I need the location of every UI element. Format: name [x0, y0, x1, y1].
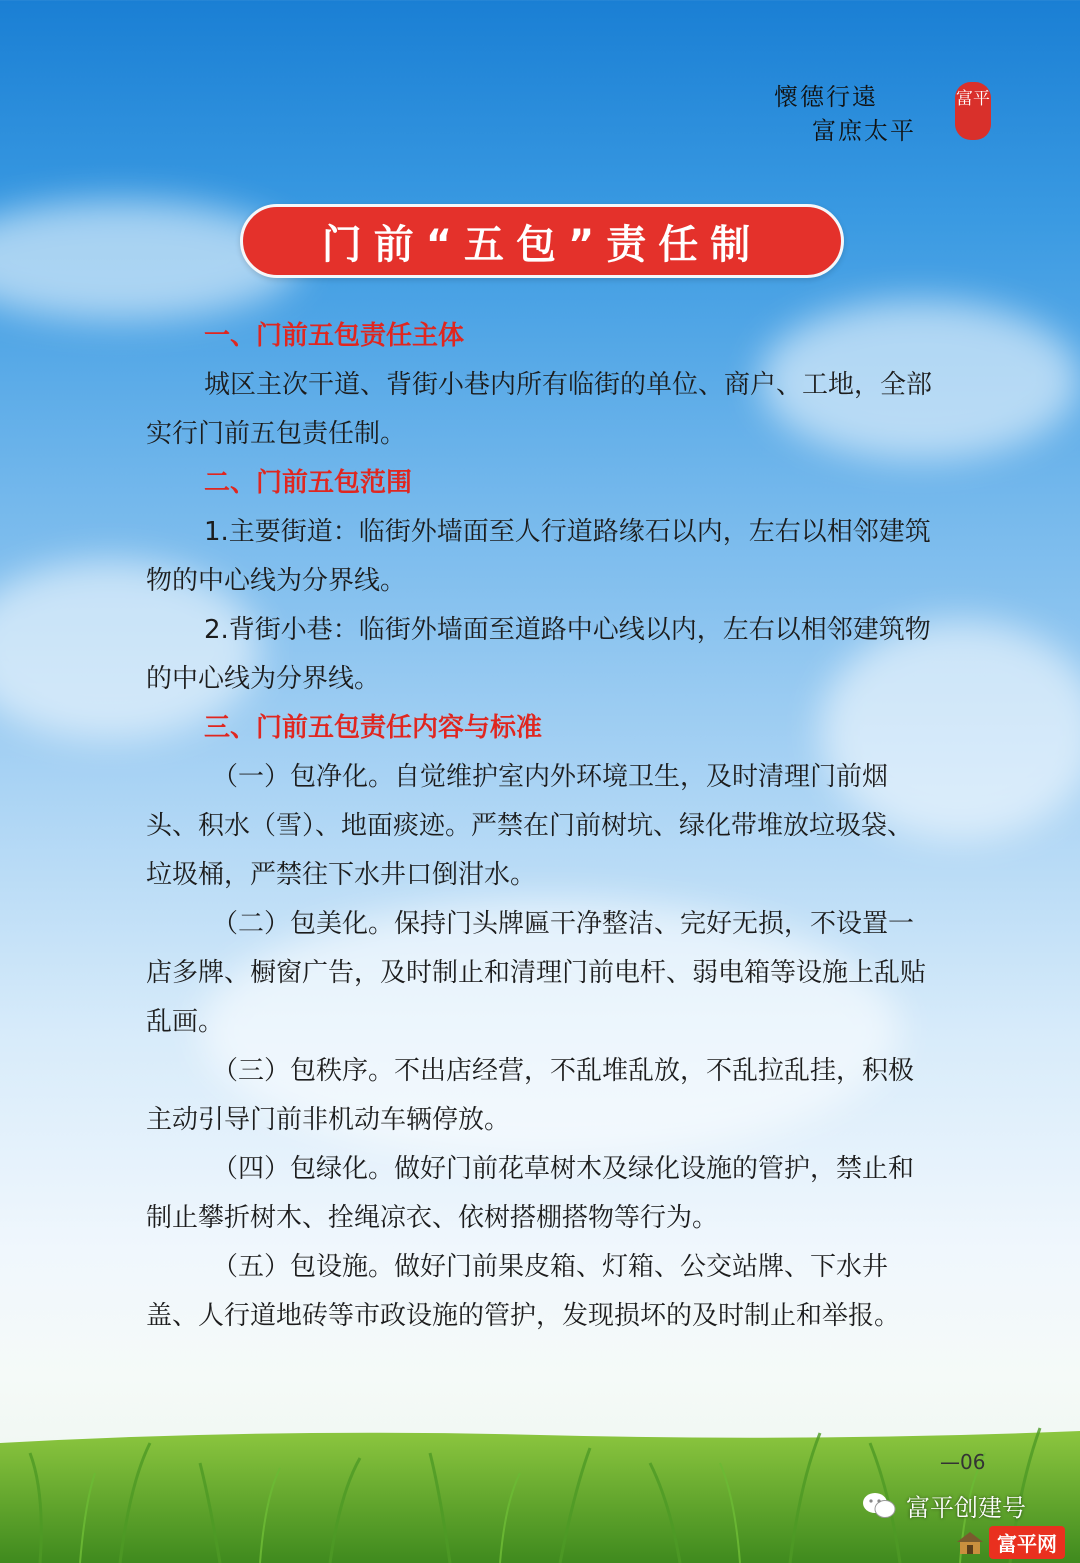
motto-line-1: 懷德行遠 — [774, 83, 878, 111]
paragraph: 城区主次干道、背街小巷内所有临街的单位、商户、工地，全部实行门前五包责任制。 — [146, 370, 933, 449]
paragraph: 2.背街小巷：临街外墙面至道路中心线以内，左右以相邻建筑物的中心线为分界线。 — [146, 615, 931, 694]
watermark-account: 富平创建号 — [906, 1494, 1026, 1522]
wechat-watermark — [862, 1488, 1026, 1523]
site-logo — [955, 1526, 1065, 1559]
paragraph: （二）包美化。保持门头牌匾干净整洁、完好无损，不设置一店多牌、橱窗广告，及时制止和清理门前电杆、弱电箱等设施上乱贴乱画。 — [146, 909, 927, 1037]
seal-stamp: 富平 — [955, 82, 991, 140]
title-banner — [240, 204, 844, 278]
page-title: 门前“五包”责任制 — [321, 221, 763, 268]
motto-line-2: 富庶太平 — [812, 117, 916, 145]
section-heading: 二、门前五包范围 — [204, 468, 413, 498]
site-logo-text: 富平网 — [989, 1526, 1065, 1559]
motto — [760, 80, 950, 148]
section-heading: 一、门前五包责任主体 — [204, 321, 465, 351]
document-body — [146, 312, 938, 1341]
wechat-icon — [862, 1491, 896, 1521]
house-icon — [955, 1530, 985, 1556]
paragraph: （三）包秩序。不出店经营，不乱堆乱放，不乱拉乱挂，积极主动引导门前非机动车辆停放。 — [146, 1056, 915, 1135]
section-heading: 三、门前五包责任内容与标准 — [204, 713, 543, 743]
paragraph: （一）包净化。自觉维护室内外环境卫生，及时清理门前烟头、积水（雪）、地面痰迹。严禁在门前树坑、绿化带堆放垃圾袋、垃圾桶，严禁往下水井口倒泔水。 — [146, 762, 914, 890]
page-number: —06 — [940, 1450, 986, 1474]
paragraph: （五）包设施。做好门前果皮箱、灯箱、公交站牌、下水井盖、人行道地砖等市政设施的管护，发现损坏的及时制止和举报。 — [146, 1252, 901, 1331]
paragraph: 1.主要街道：临街外墙面至人行道路缘石以内，左右以相邻建筑物的中心线为分界线。 — [146, 517, 931, 596]
paragraph: （四）包绿化。做好门前花草树木及绿化设施的管护，禁止和制止攀折树木、拴绳凉衣、依树搭棚搭物等行为。 — [146, 1154, 915, 1233]
grass-field — [0, 1373, 1080, 1563]
